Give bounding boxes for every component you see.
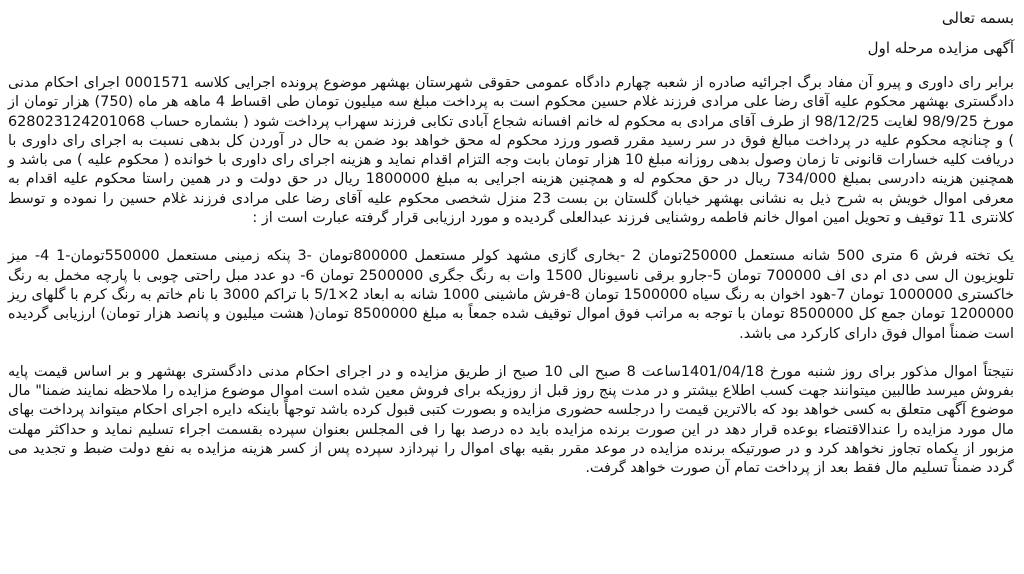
seized-items-paragraph: یک تخته فرش 6 متری 500 شانه مستعمل 250000تومان 2 -بخاری گازی مشهد کولر مستعمل 800000تومان -3 پنکه زمینی مستعمل 550000تومان-1 4- میز تلویزیون ال سی دی ام دی اف 700000 تومان 5-جارو برقی ناسیونال 1500 وات به رنگ جگری 2500000 تومان 6- دو عدد مبل راحتی چوبی با پارچه مخمل به رنگ خاکستری 1000000 تومان 7-هود اخوان به رنگ سیاه 1500000 تومان 8-فرش ماشینی 1000 شانه به ابعاد 2×5/1 با تراکم 3000 با نام خاتم به رنگ کرم با گلهای ریز 1200000 تومان جمع کل 8500000 تومان با توجه به مراتب فوق اموال توقیف شده جمعاً به مبلغ 8500000 تومان( هشت میلیون و پانصد هزار تومان) ارزیابی گردیده است ضمناً اموال فوق دارای کارکرد می باشد. [8,248,1015,342]
auction-terms-paragraph: نتیجتاً اموال مذکور برای روز شنبه مورخ 1401/04/18ساعت 8 صبح الی 10 صبح از طریق مزایده و در اجرای احکام مدنی دادگستری بهشهر و بر اساس قیمت پایه بفروش میرسد طالبین میتوانند جهت کسب اطلاع بیشتر و در مدت پنج روز قبل از روزیکه برای فروش معین شده است اموال موضوع مزایده را ملاحظه نمایند ضمنا" مال موضوع آگهی متعلق به کسی خواهد بود که بالاترین قیمت را درجلسه حضوری مزایده و بصورت کتبی قبول کرده باشد توجهاً باینکه دایره اجرای احکام میتواند پرداخت بهای مال مورد مزایده را عندالاقتضاء بوعده قرار دهد در این صورت برنده مزایده باید ده درصد بها را فی المجلس بعنوان سپرده بقسمت اجراء تسلیم نماید و حداکثر مهلت مزبور از یکماه تجاوز نخواهد کرد و در صورتیکه برنده مزایده در موعد مقرر بقیه بهای اموال را نپردازد سپرده پس از کسر هزینه مزایده به نفع دولت ضبط و تجدید می گردد ضمناً تسلیم مال فقط بعد از پرداخت تمام آن صورت خواهد گرفت. [8,363,1015,477]
basmala-heading: بسمه تعالی [941,9,1014,27]
ruling-paragraph: برابر رای داوری و پیرو آن مفاد برگ اجرائیه صادره از شعبه چهارم دادگاه عمومی حقوقی شهرستان بهشهر موضوع پرونده اجرایی کلاسه 0001571 اجرای احکام مدنی دادگستری بهشهر محکوم علیه آقای رضا علی مرادی فرزند غلام حسین محکوم است به پرداخت مبلغ سه میلیون تومان طی اقساط 4 ماهه هر ماه (750) هزار تومان از مورخ 98/9/25 لغایت 98/12/25 از طرف آقای مرادی به محکوم له خانم افسانه شجاع آبادی تکابی فرزند سهراب پرداخت شود ( بشماره حساب 628023124201068 ) و چنانچه محکوم علیه در پرداخت مبالغ فوق در سر رسید مقرر قصور ورزد محکوم له محق خواهد بود ضمن به حال در آوردن کل بدهی نسبت به اجرای رای داوری با دریافت کلیه خسارات قانونی تا زمان وصول بدهی روزانه مبلغ 10 هزار تومان بابت وجه التزام اقدام نماید و هزینه اجرای رای داوری با خوانده ( محکوم علیه ) می باشد و همچنین هزینه دادرسی بمبلغ 734/000 ریال در حق محکوم له و همچنین هزینه اجرایی به مبلغ 1800000 ریال در حق دولت و در همین راستا محکوم علیه اقدام به معرفی اموال خویش به شرح ذیل به نشانی بهشهر خیابان گلستان بن بست 23 منزل شخصی محکوم علیه آقای رضا علی مرادی فرزند غلام حسین را نموده و توسط کلانتری 11 توقیف و تحویل امین اموال خانم فاطمه روشنایی فرزند عبدالعلی گردیده و مورد ارزیابی قرار گرفته عبارت است از : [8,75,1014,227]
notice-title: آگهی مزایده مرحله اول [867,39,1014,57]
auction-notice-document [8,4,1014,479]
